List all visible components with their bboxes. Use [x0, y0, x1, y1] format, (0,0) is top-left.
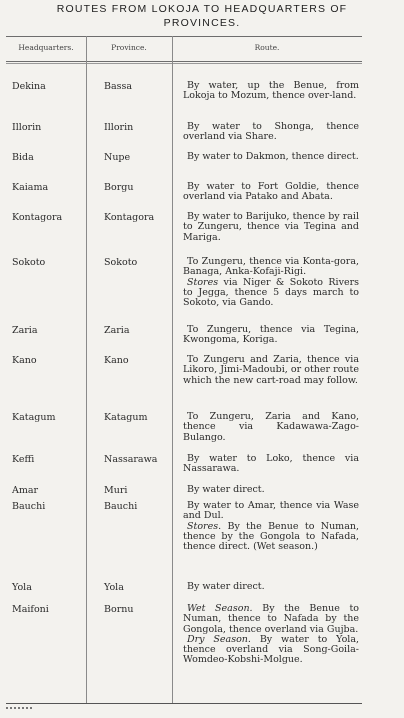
route-cell	[183, 122, 359, 143]
route-cell	[183, 604, 359, 666]
headquarters-cell: Kano	[12, 355, 37, 366]
route-cell	[183, 582, 359, 592]
province-cell: Zaria	[104, 325, 130, 336]
route-text: By water to Shonga, thence overland via Share.	[183, 121, 359, 143]
route-cell	[183, 81, 359, 102]
province-cell: Bassa	[104, 81, 133, 92]
headquarters-cell: Maifoni	[12, 604, 49, 615]
header-rule-inner	[6, 63, 362, 64]
route-cell	[183, 257, 359, 308]
route-text: To Zungeru, thence via Tegina, Kwongoma, Koriga.	[183, 324, 359, 346]
route-text: To Zungeru, thence via Konta-gora, Banaga, Anka-Kofaji-Rigi.	[183, 256, 359, 278]
route-cell	[183, 501, 359, 552]
route-extra-lead: Stores	[187, 276, 219, 288]
header-headquarters: Headquarters.	[18, 43, 74, 52]
header-rule	[6, 61, 362, 62]
header-route: Route.	[254, 43, 280, 52]
route-text: By water to Dakmon, thence direct.	[187, 151, 359, 162]
headquarters-cell: Yola	[12, 582, 32, 593]
route-text: To Zungeru and Zaria, thence via Likoro, Jimi-Madoubi, or other route which the new cart-road may follow.	[183, 354, 359, 386]
headquarters-cell: Bida	[12, 152, 34, 163]
route-text: By the Benue to Numan, thence to Nafada by the Gongola, thence overland via Gujba.	[183, 603, 359, 635]
province-cell: Bornu	[104, 604, 134, 615]
province-cell: Yola	[104, 582, 124, 593]
headquarters-cell: Kontagora	[12, 212, 63, 223]
province-cell: Katagum	[104, 412, 148, 423]
headquarters-cell: Illorin	[12, 122, 42, 133]
route-cell	[183, 152, 359, 162]
headquarters-cell: Kaiama	[12, 182, 49, 193]
column-divider-1	[86, 36, 87, 703]
province-cell: Illorin	[104, 122, 134, 133]
route-cell	[183, 454, 359, 475]
route-cell	[183, 412, 359, 443]
province-cell: Kano	[104, 355, 129, 366]
route-cell	[183, 485, 359, 495]
route-extra-text: By the Benue to Numan, thence by the Gongola to Nafada, thence direct. (Wet season.)	[183, 520, 359, 553]
headquarters-cell: Bauchi	[12, 501, 46, 512]
route-extra-text: via Niger & Sokoto Rivers to Jegga, thence 5 days march to Sokoto, via Gando.	[183, 276, 359, 309]
province-cell: Sokoto	[104, 257, 138, 268]
route-text: To Zungeru, Zaria and Kano, thence via Kadawawa-Zago-Bulango.	[183, 411, 359, 443]
route-extra-lead: Dry Season.	[187, 633, 251, 645]
route-text: By water to Barijuko, thence by rail to Zungeru, thence via Tegina and Mariga.	[183, 211, 359, 243]
route-extra-lead: Stores.	[187, 520, 222, 532]
table-top-rule	[6, 36, 362, 37]
route-extra-text: By water to Yola, thence overland via Song-Goila-Womdeo-Kobshi-Molgue.	[183, 633, 360, 666]
title-line-2: PROVINCES.	[163, 17, 241, 29]
province-cell: Nassarawa	[104, 454, 158, 465]
route-text: By water to Amar, thence via Wase and Dul.	[183, 500, 359, 522]
headquarters-cell: Sokoto	[12, 257, 46, 268]
province-cell: Nupe	[104, 152, 131, 163]
table-bottom-rule	[6, 703, 362, 704]
header-province: Province.	[111, 43, 147, 52]
route-text: By water, up the Benue, from Lokoja to Mozum, thence over-land.	[183, 80, 359, 102]
headquarters-cell: Dekina	[12, 81, 46, 92]
province-cell: Borgu	[104, 182, 134, 193]
title-line-1: ROUTES FROM LOKOJA TO HEADQUARTERS OF	[56, 3, 348, 15]
route-cell	[183, 212, 359, 243]
headquarters-cell: Katagum	[12, 412, 56, 423]
headquarters-cell: Keffi	[12, 454, 35, 465]
column-divider-2	[172, 36, 173, 703]
route-cell	[183, 355, 359, 386]
route-text: By water to Loko, thence via Nassarawa.	[183, 453, 359, 475]
province-cell: Kontagora	[104, 212, 155, 223]
route-lead: Wet Season.	[187, 603, 253, 614]
province-cell: Muri	[104, 485, 128, 496]
headquarters-cell: Amar	[12, 485, 39, 496]
route-text: By water direct.	[187, 581, 265, 592]
footer-mark	[6, 707, 32, 717]
province-cell: Bauchi	[104, 501, 138, 512]
route-text: By water direct.	[187, 484, 265, 495]
document-title	[0, 2, 404, 30]
route-cell	[183, 325, 359, 346]
route-text: By water to Fort Goldie, thence overland via Patako and Abata.	[183, 181, 359, 203]
headquarters-cell: Zaria	[12, 325, 38, 336]
route-cell	[183, 182, 359, 203]
